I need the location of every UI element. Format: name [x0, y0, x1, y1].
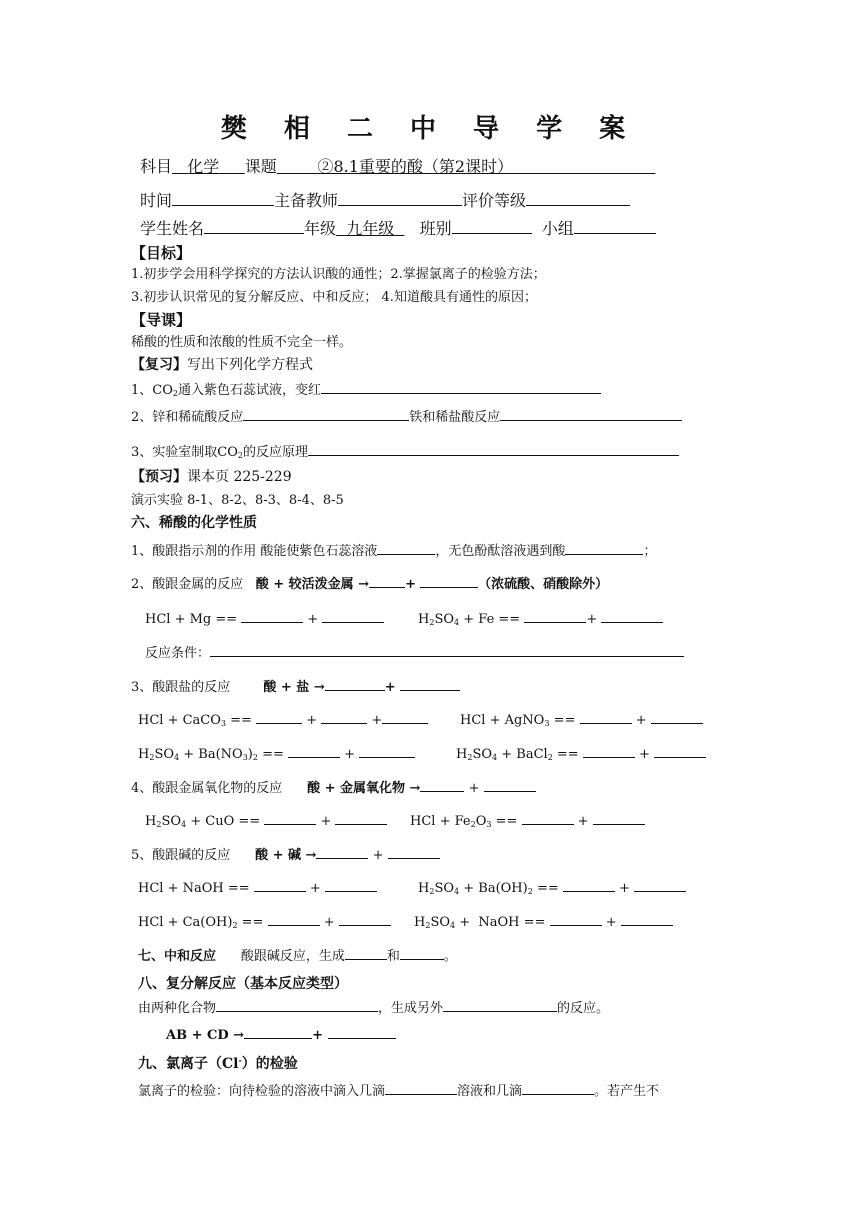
eq-blank[interactable]	[254, 879, 306, 892]
eq-blank[interactable]	[288, 745, 340, 758]
preview-demo: 演示实验 8-1、8-2、8-3、8-4、8-5	[131, 493, 344, 508]
section8-formula-blank-2[interactable]	[328, 1026, 396, 1039]
class-label: 班别	[419, 219, 452, 238]
section7-blank-2[interactable]	[400, 947, 444, 960]
section8-text-b: ，生成另外	[378, 1001, 444, 1016]
intro-text: 稀酸的性质和浓酸的性质不完全一样。	[131, 335, 353, 350]
review-q2a-blank[interactable]	[243, 408, 409, 421]
eq-hcl-caoh-text: HCl + $Ca(OH)_2$ ==	[138, 915, 264, 930]
eq-blank[interactable]	[339, 913, 391, 926]
time-label: 时间	[140, 191, 173, 210]
s6-p1-text-b: ，无色酚酞溶液遇到酸	[435, 544, 566, 559]
grade-eval-field[interactable]	[526, 193, 630, 206]
section6-heading: 六、稀酸的化学性质	[131, 515, 257, 531]
section8-formula	[166, 1026, 396, 1044]
preview-pages: 课本页 225-229	[187, 469, 292, 485]
header-row-subject	[140, 157, 655, 176]
subject-label: 科目	[140, 157, 173, 176]
s6-p3-text: 3、酸跟盐的反应	[131, 680, 231, 695]
eq-blank[interactable]	[634, 879, 686, 892]
s6-p2-blank-2[interactable]	[420, 575, 478, 588]
eq-blank[interactable]	[325, 879, 377, 892]
goals-line-1: 1.初步学会用科学探究的方法认识酸的通性；2.掌握氯离子的检验方法；	[131, 267, 546, 282]
eq-h2so4-bacl2-text: $H_2SO_4$ + BaCl$_2$ ==	[456, 747, 579, 762]
grade-value[interactable]: 九年级	[346, 219, 395, 238]
eq-hcl-fe2o3-text: HCl + $Fe_2O_3$ ==	[410, 814, 518, 829]
review-q1-blank[interactable]	[321, 381, 601, 394]
section9-text	[138, 1082, 659, 1100]
eq-hcl-agno3: HCl + AgNO$_3$ == +	[460, 711, 703, 729]
review-q2b-blank[interactable]	[500, 408, 682, 421]
preview-heading: 【预习】	[131, 469, 187, 485]
student-field[interactable]	[204, 221, 304, 234]
eq-blank[interactable]	[268, 913, 320, 926]
section7-heading: 七、中和反应	[138, 949, 217, 964]
section7-row	[138, 947, 457, 965]
review-q3-text: 3、实验室制取$CO_2$的反应原理	[131, 445, 308, 460]
group-field[interactable]	[574, 221, 656, 234]
eq-blank[interactable]	[593, 812, 645, 825]
section8-text	[138, 999, 609, 1017]
eq-hcl-agno3-text: HCl + AgNO$_3$ ==	[460, 713, 576, 728]
section7-text-b: 和	[386, 949, 400, 964]
section8-text-c: 的反应。	[557, 1001, 610, 1016]
review-q3	[131, 443, 679, 461]
section8-blank-1[interactable]	[216, 999, 378, 1012]
teacher-label: 主备教师	[274, 191, 339, 210]
review-instruction: 写出下列化学方程式	[187, 357, 313, 373]
s6-p5-text: 5、酸跟碱的反应	[131, 848, 231, 863]
s6-p5-rule: 酸 + 碱 →	[255, 848, 317, 863]
section8-blank-2[interactable]	[443, 999, 557, 1012]
eq-blank[interactable]	[335, 812, 387, 825]
eq-blank[interactable]	[654, 745, 706, 758]
eq-hcl-naoh-text: HCl + NaOH ==	[138, 881, 250, 896]
s6-p1-text-c: ；	[643, 544, 657, 559]
time-field[interactable]	[172, 193, 274, 206]
section8-formula-blank-1[interactable]	[244, 1026, 312, 1039]
eq-blank[interactable]	[524, 610, 586, 623]
eq-h2so4-cuo-text: $H_2SO_4$ + CuO ==	[145, 814, 261, 829]
eq-h2so4-cuo: $H_2SO_4$ + CuO == +	[145, 812, 387, 830]
s6-point5: 5、酸跟碱的反应 酸 + 碱 → +	[131, 846, 440, 864]
condition-blank[interactable]	[210, 644, 684, 657]
review-q2b-text: 铁和稀盐酸反应	[409, 410, 501, 425]
plus-sign: +	[312, 1028, 323, 1043]
eq-h2so4-bano3: $H_2SO_4 + Ba(NO_3)_2$ == +	[138, 745, 415, 763]
s6-p3-blank-2[interactable]	[400, 678, 460, 691]
preview-row	[131, 469, 292, 486]
topic-label: 课题	[244, 157, 277, 176]
s6-p1-text-a: 1、酸跟指示剂的作用 酸能使紫色石蕊溶液	[131, 544, 378, 559]
s6-p4-blank-1[interactable]	[420, 779, 464, 792]
eq-hcl-fe2o3: HCl + $Fe_2O_3$ == +	[410, 812, 645, 830]
eq-h2so4-bano3-text: $H_2SO_4 + Ba(NO_3)_2$ ==	[138, 747, 284, 762]
eq-h2so4-naoh: $H_2SO_4$ + NaOH == +	[414, 913, 673, 931]
teacher-field[interactable]	[338, 193, 462, 206]
s6-p5-blank-1[interactable]	[316, 846, 368, 859]
eq-blank[interactable]	[580, 711, 632, 724]
page-title: 樊 相 二 中 导 学 案	[220, 114, 640, 144]
s6-point3	[131, 678, 460, 696]
review-q2	[131, 408, 682, 426]
eq-blank[interactable]	[583, 745, 635, 758]
eq-blank[interactable]	[621, 913, 673, 926]
eq-hcl-naoh: HCl + NaOH == +	[138, 879, 377, 897]
intro-heading: 【导课】	[131, 311, 192, 329]
reaction-condition	[145, 644, 684, 662]
review-q2a-text: 2、锌和稀硫酸反应	[131, 410, 244, 425]
review-row	[131, 357, 313, 374]
s6-p4-rule: 酸 + 金属氧化物 →	[307, 781, 421, 796]
eq-blank[interactable]	[241, 610, 303, 623]
review-q1	[131, 381, 601, 399]
grade-label: 年级	[304, 219, 337, 238]
header-row-student	[140, 219, 656, 238]
plus-sign: +	[384, 680, 396, 695]
s6-p1-blank-1[interactable]	[377, 542, 435, 555]
section7-blank-1[interactable]	[345, 947, 387, 960]
s6-p4-blank-2[interactable]	[484, 779, 536, 792]
review-q1-text: 1、$CO_2$通入紫色石蕊试液，变红	[131, 383, 321, 398]
section9-text-b: 溶液和几滴	[457, 1084, 523, 1099]
eq-hcl-mg-text: HCl + Mg ==	[145, 612, 238, 627]
eq-h2so4-fe-text: $H_2SO_4 + Fe$ ==	[418, 612, 521, 627]
section9-heading: 九、氯离子（Cl-）的检验	[138, 1055, 298, 1072]
eq-hcl-caco3-text: HCl + CaCO$_3$ ==	[138, 713, 252, 728]
class-field[interactable]	[452, 221, 532, 234]
header-row-time	[140, 191, 630, 210]
s6-p2-blank-1[interactable]	[369, 575, 405, 588]
grade-eval-label: 评价等级	[462, 191, 527, 210]
s6-point1	[131, 542, 656, 560]
plus-sign: +	[405, 577, 416, 592]
s6-point4: 4、酸跟金属氧化物的反应 酸 + 金属氧化物 → +	[131, 779, 536, 797]
s6-p5-blank-2[interactable]	[388, 846, 440, 859]
section8-formula-text: AB + CD →	[166, 1028, 245, 1043]
eq-h2so4-naoh-text: $H_2SO_4$ + NaOH ==	[414, 915, 546, 930]
eq-h2so4-baoh-text: $H_2SO_4 + Ba(OH)_2$ ==	[418, 881, 559, 896]
eq-hcl-mg: HCl + Mg == +	[145, 610, 384, 628]
s6-point2	[131, 575, 608, 593]
condition-label: 反应条件：	[145, 646, 211, 661]
s6-p2-note: （浓硫酸、硝酸除外）	[478, 577, 609, 592]
eq-h2so4-baoh: $H_2SO_4 + Ba(OH)_2$ == +	[418, 879, 686, 897]
eq-blank[interactable]	[550, 913, 602, 926]
s6-p3-blank-1[interactable]	[325, 678, 385, 691]
eq-blank[interactable]	[256, 711, 302, 724]
s6-p2-text: 2、酸跟金属的反应	[131, 577, 244, 592]
eq-blank[interactable]	[359, 745, 415, 758]
eq-blank[interactable]	[522, 812, 574, 825]
eq-h2so4-bacl2: $H_2SO_4$ + BaCl$_2$ == +	[456, 745, 706, 763]
s6-p1-blank-2[interactable]	[565, 542, 643, 555]
review-q3-blank[interactable]	[308, 443, 679, 456]
section9-text-c: 。若产生不	[594, 1084, 660, 1099]
group-label: 小组	[541, 219, 574, 238]
section9-blank-2[interactable]	[522, 1082, 594, 1095]
review-heading: 【复习】	[131, 357, 187, 373]
eq-blank[interactable]	[321, 711, 367, 724]
section8-heading: 八、复分解反应（基本反应类型）	[138, 976, 348, 992]
s6-p4-text: 4、酸跟金属氧化物的反应	[131, 781, 283, 796]
s6-p2-rule: 酸 + 较活泼金属 →	[255, 577, 370, 592]
eq-blank[interactable]	[563, 879, 615, 892]
eq-hcl-caco3: HCl + CaCO$_3$ == + +	[138, 711, 428, 729]
eq-blank[interactable]	[264, 812, 316, 825]
section7-text-c: 。	[443, 949, 457, 964]
student-label: 学生姓名	[140, 219, 205, 238]
section8-text-a: 由两种化合物	[138, 1001, 217, 1016]
eq-blank[interactable]	[651, 711, 703, 724]
topic-value[interactable]: ②8.1重要的酸（第2课时）	[317, 157, 514, 176]
s6-p3-rule: 酸 + 盐 →	[263, 680, 325, 695]
goals-line-2: 3.初步认识常见的复分解反应、中和反应； 4.知道酸具有通性的原因；	[131, 290, 537, 305]
section9-text-a: 氯离子的检验：向待检验的溶液中滴入几滴	[138, 1084, 386, 1099]
eq-blank[interactable]	[322, 610, 384, 623]
eq-hcl-caoh: HCl + $Ca(OH)_2$ == +	[138, 913, 391, 931]
eq-blank[interactable]	[601, 610, 663, 623]
section7-text-a: 酸跟碱反应，生成	[240, 949, 345, 964]
eq-h2so4-fe: $H_2SO_4 + Fe$ == +	[418, 610, 663, 628]
section9-blank-1[interactable]	[385, 1082, 457, 1095]
subject-value[interactable]: 化学	[187, 157, 220, 176]
eq-blank[interactable]	[382, 711, 428, 724]
goals-heading: 【目标】	[131, 244, 192, 262]
